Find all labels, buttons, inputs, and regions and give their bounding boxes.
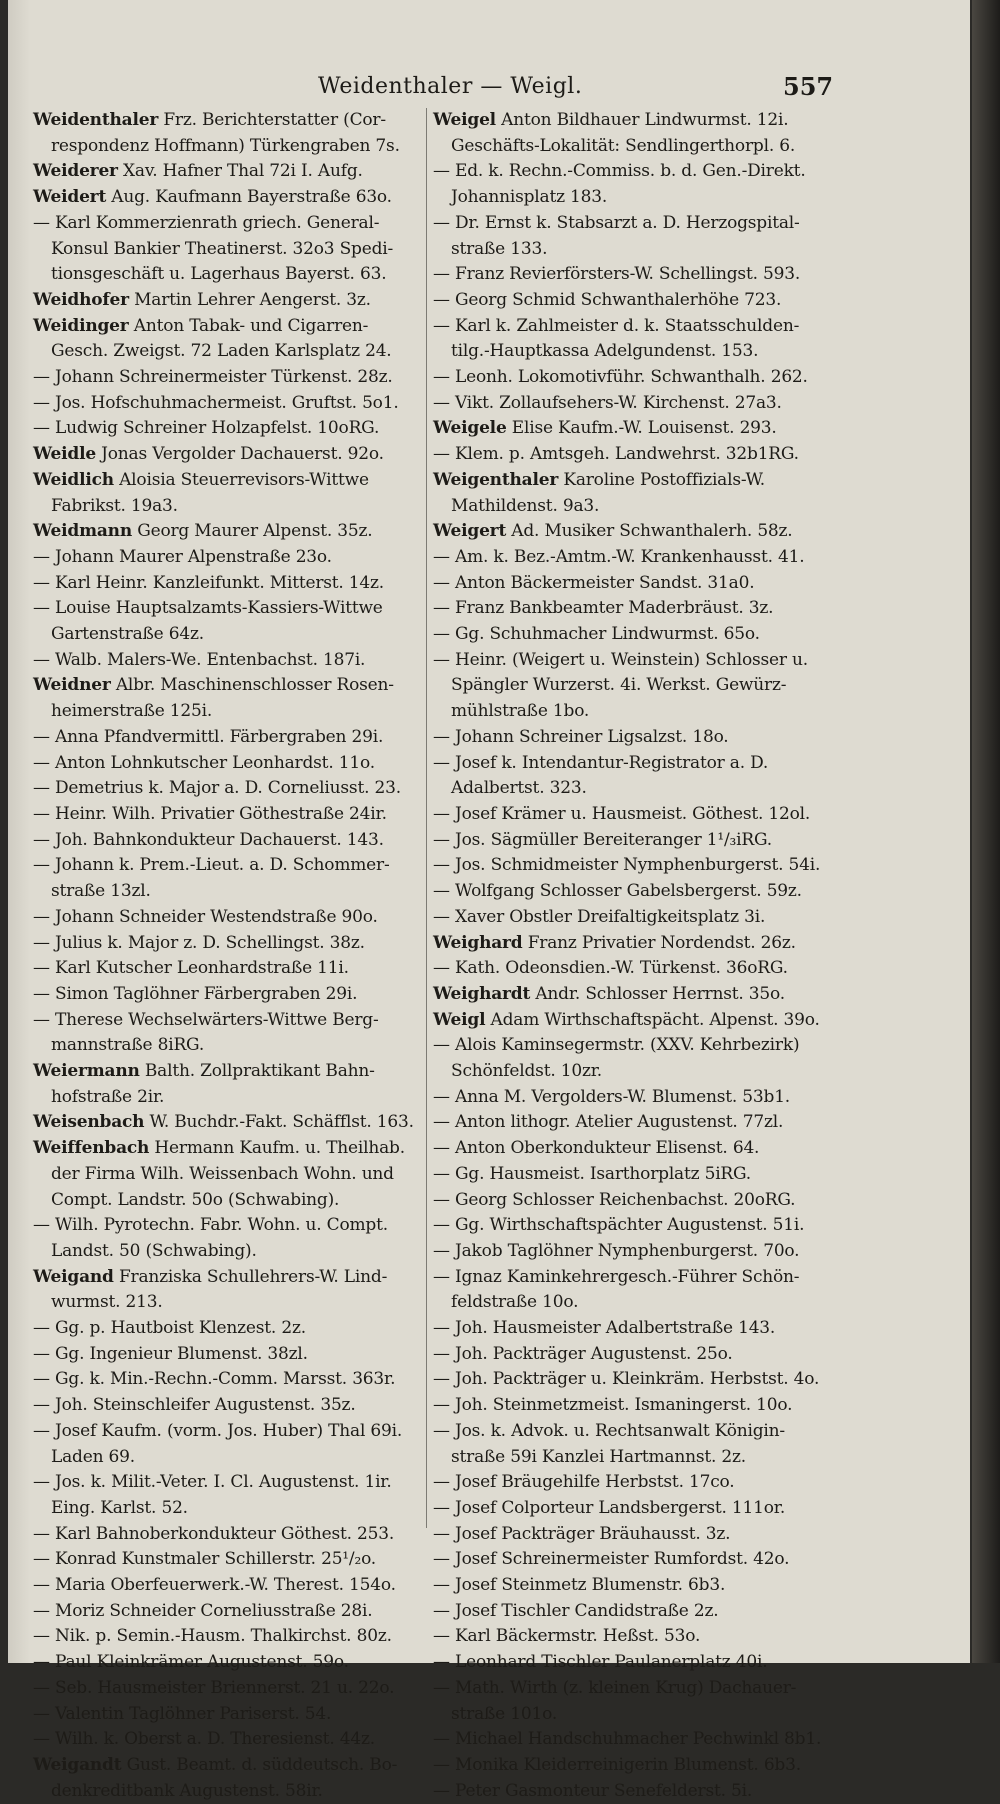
entry-text: Elise Kaufm.-W. Louisenst. 293. [506, 418, 777, 439]
directory-entry [33, 1059, 428, 1085]
directory-entry [433, 879, 843, 905]
book-spine [972, 0, 1000, 1663]
entry-text: — Xaver Obstler Dreifaltigkeitsplatz 3i. [433, 906, 766, 927]
entry-text: — Josef Kaufm. (vorm. Jos. Huber) Thal 69i. [33, 1420, 403, 1441]
entry-continuation: der Firma Wilh. Weissenbach Wohn. und [51, 1163, 394, 1184]
entry-text: — Anton Lohnkutscher Leonhardst. 11o. [33, 752, 375, 773]
directory-entry [433, 314, 843, 340]
entry-continuation: Fabrikst. 19a3. [51, 495, 178, 516]
entry-continuation: Geschäfts-Lokalität: Sendlingerthorpl. 6. [451, 135, 796, 156]
entry-text: — Math. Wirth (z. kleinen Krug) Dachauer- [433, 1677, 797, 1698]
entry-text: — Paul Kleinkrämer Augustenst. 59o. [33, 1652, 349, 1673]
entry-text: — Wilh. k. Oberst a. D. Theresienst. 44z. [33, 1729, 375, 1750]
entry-continuation: straße 101o. [451, 1703, 558, 1724]
directory-entry [433, 853, 843, 879]
entry-text: — Josef Tischler Candidstraße 2z. [433, 1600, 719, 1621]
entry-text: — Gg. Wirthschaftspächter Augustenst. 51i. [433, 1215, 805, 1236]
entry-continuation: denkreditbank Augustenst. 58ir. [51, 1780, 323, 1801]
directory-entry [433, 545, 843, 571]
entry-text: — Josef Packträger Bräuhausst. 3z. [433, 1523, 731, 1544]
entry-continuation: respondenz Hoffmann) Türkengraben 7s. [51, 135, 400, 156]
directory-entry [433, 262, 843, 288]
entry-text: — Gg. p. Hautboist Klenzest. 2z. [33, 1318, 306, 1339]
directory-entry [33, 776, 428, 802]
entry-text: Balth. Zollpraktikant Bahn- [139, 1061, 375, 1082]
directory-entry [433, 1727, 843, 1753]
directory-entry [33, 1599, 428, 1625]
entry-surname: Weidle [33, 444, 96, 465]
directory-entry [433, 956, 843, 982]
directory-entry [33, 1342, 428, 1368]
entry-text: Georg Maurer Alpenst. 35z. [132, 521, 373, 542]
entry-text: — Johann Schneider Westendstraße 90o. [33, 906, 378, 927]
entry-text: — Joh. Steinmetzmeist. Ismaningerst. 10o. [433, 1395, 793, 1416]
entry-surname: Weidmann [33, 521, 132, 542]
directory-entry [33, 828, 428, 854]
entry-text: — Anton Oberkondukteur Elisenst. 64. [433, 1138, 760, 1159]
entry-text: — Karl k. Zahlmeister d. k. Staatsschulden- [433, 315, 800, 336]
directory-entry [433, 1085, 843, 1111]
directory-entry [433, 108, 843, 134]
directory-entry [433, 288, 843, 314]
directory-entry [433, 1367, 843, 1393]
entry-surname: Weiffenbach [33, 1138, 150, 1159]
entry-continuation: Compt. Landstr. 50o (Schwabing). [51, 1189, 340, 1210]
directory-entry [433, 622, 843, 648]
directory-entry [433, 1779, 843, 1804]
directory-entry [33, 1008, 428, 1034]
directory-entry [33, 905, 428, 931]
directory-entry [33, 211, 428, 237]
entry-continuation: mühlstraße 1bo. [451, 701, 590, 722]
directory-entry [33, 1702, 428, 1728]
entry-text: — Simon Taglöhner Färbergraben 29i. [33, 983, 358, 1004]
entry-continuation: straße 13zl. [51, 881, 151, 902]
entry-text: — Ignaz Kaminkehrergesch.-Führer Schön- [433, 1266, 800, 1287]
entry-continuation: feldstraße 10o. [451, 1292, 579, 1313]
directory-entry [33, 545, 428, 571]
directory-entry [33, 751, 428, 777]
entry-text: — Jos. Schmidmeister Nymphenburgerst. 54i. [433, 855, 821, 876]
left-margin-strip [8, 0, 30, 1663]
entry-surname: Weidinger [33, 315, 129, 336]
entry-surname: Weiderer [33, 161, 118, 182]
directory-entry [433, 1213, 843, 1239]
page-header [8, 74, 970, 104]
entry-continuation: mannstraße 8iRG. [51, 1035, 205, 1056]
directory-entry [433, 159, 843, 185]
entry-continuation: Landst. 50 (Schwabing). [51, 1240, 257, 1261]
entry-text: — Franz Revierförsters-W. Schellingst. 593. [433, 264, 801, 285]
entry-text: — Kath. Odeonsdien.-W. Türkenst. 36oRG. [433, 958, 788, 979]
directory-entry [433, 1522, 843, 1548]
entry-text: — Johann Schreiner Ligsalzst. 18o. [433, 726, 729, 747]
directory-entry [433, 519, 843, 545]
directory-entry [433, 1393, 843, 1419]
entry-continuation: Konsul Bankier Theatinerst. 32o3 Spedi- [51, 238, 394, 259]
entry-text: Adam Wirthschaftspächt. Alpenst. 39o. [485, 1009, 820, 1030]
entry-text: — Georg Schmid Schwanthalerhöhe 723. [433, 289, 782, 310]
entry-text: — Moriz Schneider Corneliusstraße 28i. [33, 1600, 373, 1621]
directory-entry [33, 648, 428, 674]
entry-text: Andr. Schlosser Herrnst. 35o. [530, 983, 785, 1004]
entry-text: — Vikt. Zollaufsehers-W. Kirchenst. 27a3. [433, 392, 782, 413]
entry-text: — Alois Kaminsegermstr. (XXV. Kehrbezirk) [433, 1035, 800, 1056]
entry-surname: Weighardt [433, 983, 531, 1004]
entry-text: — Joh. Packträger u. Kleinkräm. Herbstst. 4o. [433, 1369, 820, 1390]
entry-surname: Weiermann [33, 1061, 140, 1082]
entry-surname: Weidenthaler [33, 110, 159, 130]
directory-entry [433, 1676, 843, 1702]
directory-entry [33, 1470, 428, 1496]
entry-text: — Karl Kutscher Leonhardstraße 11i. [33, 958, 349, 979]
entry-text: Hermann Kaufm. u. Theilhab. [149, 1138, 405, 1159]
entry-text: Franz Privatier Nordendst. 26z. [522, 932, 796, 953]
entry-text: — Joh. Steinschleifer Augustenst. 35z. [33, 1395, 356, 1416]
entry-text: — Georg Schlosser Reichenbachst. 20oRG. [433, 1189, 796, 1210]
entry-text: — Karl Bahnoberkondukteur Göthest. 253. [33, 1523, 395, 1544]
directory-entry [33, 1265, 428, 1291]
directory-entry [33, 1136, 428, 1162]
entry-text: — Karl Heinr. Kanzleifunkt. Mitterst. 14z. [33, 572, 384, 593]
entry-text: Jonas Vergolder Dachauerst. 92o. [95, 444, 384, 465]
directory-entry [33, 391, 428, 417]
entry-text: — Gg. Schuhmacher Lindwurmst. 65o. [433, 624, 760, 645]
entry-text: — Joh. Packträger Augustenst. 25o. [433, 1343, 733, 1364]
entry-surname: Weidner [33, 675, 111, 696]
entry-text: — Ludwig Schreiner Holzapfelst. 10oRG. [33, 418, 380, 439]
entry-text: — Louise Hauptsalzamts-Kassiers-Wittwe [33, 598, 383, 619]
entry-text: Frz. Berichterstatter (Cor- [158, 110, 386, 130]
entry-text: — Josef Bräugehilfe Herbstst. 17co. [433, 1472, 735, 1493]
entry-text: — Gg. Hausmeist. Isarthorplatz 5iRG. [433, 1163, 752, 1184]
entry-text: — Dr. Ernst k. Stabsarzt a. D. Herzogspital- [433, 212, 800, 233]
entry-surname: Weigenthaler [433, 469, 559, 490]
entry-text: — Joh. Hausmeister Adalbertstraße 143. [433, 1318, 776, 1339]
entry-continuation: Gartenstraße 64z. [51, 624, 204, 645]
directory-entry [33, 1213, 428, 1239]
directory-entry [433, 648, 843, 674]
entry-continuation: wurmst. 213. [51, 1292, 163, 1313]
directory-entry [433, 416, 843, 442]
directory-entry [33, 1573, 428, 1599]
directory-entry [33, 673, 428, 699]
entry-text: — Wilh. Pyrotechn. Fabr. Wohn. u. Compt. [33, 1215, 388, 1236]
directory-entry [433, 1188, 843, 1214]
directory-entry [33, 288, 428, 314]
right-column [433, 108, 843, 1801]
directory-entry [433, 1342, 843, 1368]
entry-text: — Julius k. Major z. D. Schellingst. 38z. [33, 932, 365, 953]
directory-entry [33, 1727, 428, 1753]
entry-surname: Weigl [433, 1009, 486, 1030]
directory-entry [33, 442, 428, 468]
entry-surname: Weigele [433, 418, 507, 439]
directory-entry [33, 519, 428, 545]
directory-entry [433, 1162, 843, 1188]
directory-entry [433, 468, 843, 494]
entry-text: — Josef Steinmetz Blumenstr. 6b3. [433, 1575, 726, 1596]
entry-text: — Jos. Hofschuhmachermeist. Gruftst. 5o1. [33, 392, 399, 413]
directory-entry [33, 1547, 428, 1573]
directory-entry [33, 596, 428, 622]
directory-entry [433, 1599, 843, 1625]
directory-entry [33, 1367, 428, 1393]
entry-continuation: straße 133. [451, 238, 548, 259]
directory-entry [33, 159, 428, 185]
directory-entry [433, 725, 843, 751]
entry-continuation: Spängler Wurzerst. 4i. Werkst. Gewürz- [451, 675, 787, 696]
directory-entry [433, 1265, 843, 1291]
entry-text: — Jos. Sägmüller Bereiteranger 1¹/₃iRG. [433, 829, 772, 850]
directory-entry [433, 802, 843, 828]
entry-surname: Weigert [433, 521, 507, 542]
entry-text: — Therese Wechselwärters-Wittwe Berg- [33, 1009, 379, 1030]
entry-text: Ad. Musiker Schwanthalerh. 58z. [506, 521, 793, 542]
entry-text: — Heinr. Wilh. Privatier Göthestraße 24ir. [33, 803, 387, 824]
page-number: 557 [783, 72, 834, 101]
directory-entry [33, 1110, 428, 1136]
directory-entry [33, 314, 428, 340]
entry-text: Franziska Schullehrers-W. Lind- [113, 1266, 388, 1287]
entry-text: — Anna Pfandvermittl. Färbergraben 29i. [33, 726, 384, 747]
entry-text: — Karl Bäckermstr. Heßst. 53o. [433, 1626, 701, 1647]
entry-text: — Maria Oberfeuerwerk.-W. Therest. 154o. [33, 1575, 396, 1596]
entry-text: — Michael Handschuhmacher Pechwinkl 8b1. [433, 1729, 822, 1750]
directory-entry [33, 416, 428, 442]
directory-entry [33, 1624, 428, 1650]
entry-text: Gust. Beamt. d. süddeutsch. Bo- [121, 1755, 398, 1775]
directory-entry [433, 1753, 843, 1779]
entry-text: — Peter Gasmonteur Senefelderst. 5i. [433, 1780, 753, 1801]
directory-entry [33, 1753, 428, 1779]
entry-text: Aloisia Steuerrevisors-Wittwe [113, 469, 369, 490]
entry-text: — Am. k. Bez.-Amtm.-W. Krankenhausst. 41. [433, 546, 805, 567]
entry-text: Karoline Postoffizials-W. [558, 469, 766, 490]
directory-entry [433, 1470, 843, 1496]
entry-text: — Ed. k. Rechn.-Commiss. b. d. Gen.-Direkt. [433, 161, 806, 182]
directory-entry [33, 1650, 428, 1676]
entry-text: — Johann k. Prem.-Lieut. a. D. Schommer- [33, 855, 390, 876]
directory-entry [33, 185, 428, 211]
entry-continuation: Johannisplatz 183. [451, 187, 608, 208]
entry-text: Xav. Hafner Thal 72i I. Aufg. [117, 161, 363, 182]
directory-entry [433, 828, 843, 854]
entry-text: — Demetrius k. Major a. D. Corneliusst. 23. [33, 778, 401, 799]
entry-text: — Leonh. Lokomotivführ. Schwanthalh. 262. [433, 367, 808, 388]
directory-entry [433, 1496, 843, 1522]
directory-entry [433, 1136, 843, 1162]
directory-entry [433, 982, 843, 1008]
entry-surname: Weigel [433, 110, 496, 130]
entry-text: — Nik. p. Semin.-Hausm. Thalkirchst. 80z. [33, 1626, 392, 1647]
entry-continuation: Eing. Karlst. 52. [51, 1497, 188, 1518]
entry-text: Anton Tabak- und Cigarren- [128, 315, 369, 336]
directory-entry [433, 391, 843, 417]
directory-page [8, 0, 970, 1801]
entry-text: — Seb. Hausmeister Briennerst. 21 u. 22o. [33, 1677, 395, 1698]
entry-text: — Josef Krämer u. Hausmeist. Göthest. 12ol. [433, 803, 811, 824]
entry-continuation: Adalbertst. 323. [451, 778, 587, 799]
directory-entry [433, 905, 843, 931]
entry-continuation: Laden 69. [51, 1446, 135, 1467]
directory-entry [433, 1624, 843, 1650]
directory-entry [433, 365, 843, 391]
entry-text: — Anna M. Vergolders-W. Blumenst. 53b1. [433, 1086, 791, 1107]
directory-entry [33, 982, 428, 1008]
entry-text: — Monika Kleiderreinigerin Blumenst. 6b3. [433, 1755, 801, 1775]
entry-text: — Konrad Kunstmaler Schillerstr. 25¹/₂o. [33, 1549, 377, 1570]
entry-continuation: straße 59i Kanzlei Hartmannst. 2z. [451, 1446, 746, 1467]
directory-entry [33, 468, 428, 494]
directory-entry [33, 725, 428, 751]
directory-entry [433, 596, 843, 622]
directory-entry [33, 1419, 428, 1445]
entry-surname: Weighard [433, 932, 523, 953]
entry-text: — Klem. p. Amtsgeh. Landwehrst. 32b1RG. [433, 444, 799, 465]
entry-text: — Anton Bäckermeister Sandst. 31a0. [433, 572, 755, 593]
entry-text: — Johann Schreinermeister Türkenst. 28z. [33, 367, 393, 388]
entry-continuation: tionsgeschäft u. Lagerhaus Bayerst. 63. [51, 264, 387, 285]
entry-text: — Gg. k. Min.-Rechn.-Comm. Marsst. 363r. [33, 1369, 396, 1390]
entry-continuation: Schönfeldst. 10zr. [451, 1061, 602, 1082]
directory-entry [433, 442, 843, 468]
entry-surname: Weidert [33, 187, 107, 208]
directory-entry [33, 1393, 428, 1419]
entry-text: — Franz Bankbeamter Maderbräust. 3z. [433, 598, 774, 619]
directory-entry [433, 1033, 843, 1059]
entry-continuation: tilg.-Hauptkassa Adelgundenst. 153. [451, 341, 759, 362]
directory-entry [433, 1650, 843, 1676]
entry-text: — Josef Schreinermeister Rumfordst. 42o. [433, 1549, 790, 1570]
entry-text: — Walb. Malers-We. Entenbachst. 187i. [33, 649, 366, 670]
entry-text: — Johann Maurer Alpenstraße 23o. [33, 546, 332, 567]
entry-text: — Heinr. (Weigert u. Weinstein) Schlosser u. [433, 649, 808, 670]
directory-entry [33, 365, 428, 391]
directory-entry [33, 1316, 428, 1342]
directory-entry [433, 211, 843, 237]
directory-entry [33, 802, 428, 828]
directory-entry [433, 1419, 843, 1445]
entry-text: Albr. Maschinenschlosser Rosen- [110, 675, 394, 696]
entry-text: — Jos. k. Advok. u. Rechtsanwalt Königin- [433, 1420, 785, 1441]
entry-text: — Jakob Taglöhner Nymphenburgerst. 70o. [433, 1240, 800, 1261]
entry-text: — Josef k. Intendantur-Registrator a. D. [433, 752, 769, 773]
entry-text: W. Buchdr.-Fakt. Schäfflst. 163. [144, 1112, 414, 1133]
directory-entry [33, 853, 428, 879]
directory-entry [433, 931, 843, 957]
entry-text: — Leonhard Tischler Paulanerplatz 40i. [433, 1652, 768, 1673]
directory-entry [433, 571, 843, 597]
entry-surname: Weisenbach [33, 1112, 145, 1133]
directory-entry [433, 1573, 843, 1599]
entry-text: Anton Bildhauer Lindwurmst. 12i. [495, 110, 789, 130]
entry-text: — Jos. k. Milit.-Veter. I. Cl. Augustenst. 1ir. [33, 1472, 392, 1493]
entry-surname: Weidlich [33, 469, 114, 490]
entry-text: — Valentin Taglöhner Pariserst. 54. [33, 1703, 332, 1724]
directory-entry [33, 1522, 428, 1548]
left-column [33, 108, 428, 1801]
directory-entry [33, 108, 428, 134]
entry-text: Aug. Kaufmann Bayerstraße 63o. [106, 187, 392, 208]
entry-continuation: heimerstraße 125i. [51, 701, 213, 722]
entry-text: — Gg. Ingenieur Blumenst. 38zl. [33, 1343, 308, 1364]
directory-entry [33, 931, 428, 957]
entry-continuation: Gesch. Zweigst. 72 Laden Karlsplatz 24. [51, 341, 392, 362]
entry-text: — Karl Kommerzienrath griech. General- [33, 212, 380, 233]
entry-text: Martin Lehrer Aengerst. 3z. [128, 289, 371, 310]
entry-surname: Weidhofer [33, 289, 129, 310]
entry-surname: Weigand [33, 1266, 114, 1287]
directory-entry [433, 1239, 843, 1265]
directory-entry [433, 751, 843, 777]
directory-entry [433, 1110, 843, 1136]
directory-entry [433, 1547, 843, 1573]
entry-continuation: hofstraße 2ir. [51, 1086, 165, 1107]
directory-entry [33, 571, 428, 597]
entry-text: — Wolfgang Schlosser Gabelsbergerst. 59z. [433, 881, 802, 902]
entry-continuation: Mathildenst. 9a3. [451, 495, 600, 516]
entry-surname: Weigandt [33, 1755, 122, 1775]
directory-entry [433, 1316, 843, 1342]
entry-text: — Josef Colporteur Landsbergerst. 111or. [433, 1497, 786, 1518]
running-title: Weidenthaler — Weigl. [318, 74, 583, 99]
directory-entry [433, 1008, 843, 1034]
directory-entry [33, 1676, 428, 1702]
entry-text: — Anton lithogr. Atelier Augustenst. 77zl. [433, 1112, 784, 1133]
directory-entry [33, 956, 428, 982]
entry-text: — Joh. Bahnkondukteur Dachauerst. 143. [33, 829, 384, 850]
